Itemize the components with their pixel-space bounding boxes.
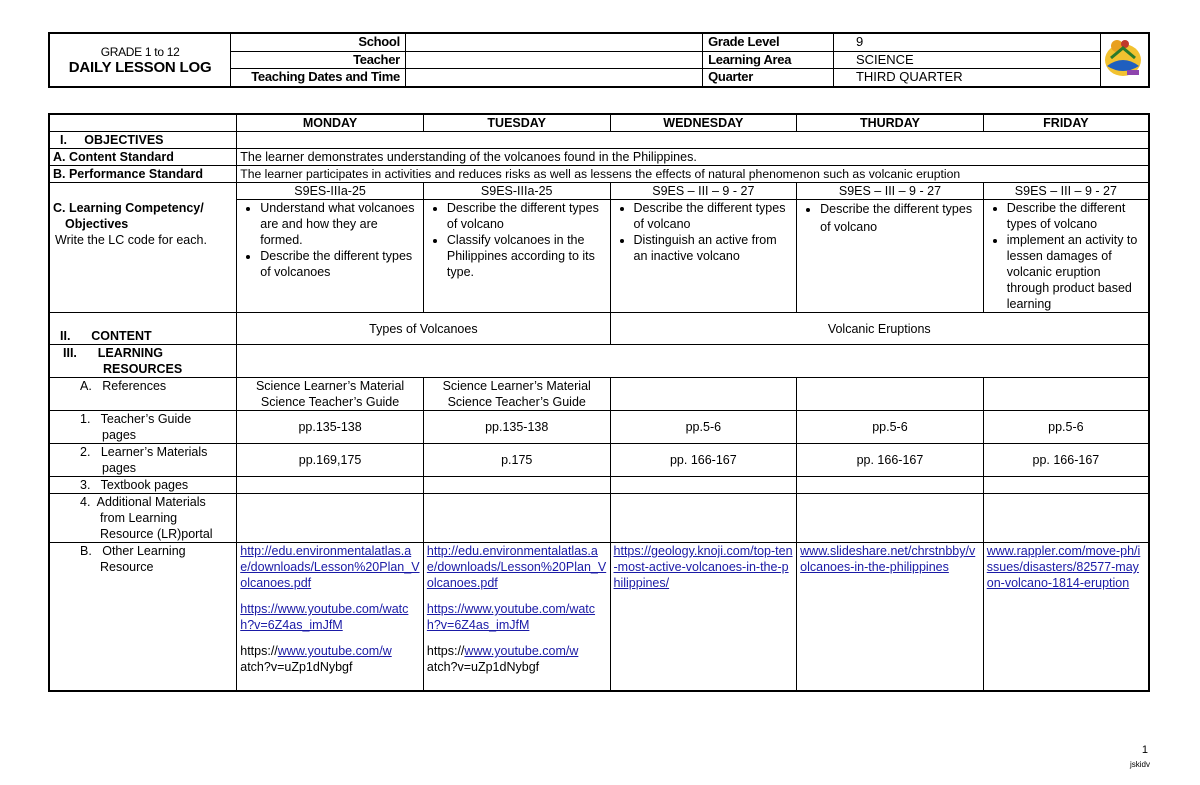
lm-label-line1: 2. Learner’s Materials: [80, 445, 208, 459]
lc-code-tuesday: S9ES-IIIa-25: [423, 183, 610, 200]
grade-level-value: 9: [833, 33, 1101, 51]
learning-area-value: SCIENCE: [833, 51, 1101, 69]
log-title-cell: [49, 33, 231, 87]
page-title: DAILY LESSON LOG: [68, 59, 212, 76]
additional-wednesday: [610, 494, 797, 543]
content-wed-fri: Volcanic Eruptions: [610, 313, 1149, 345]
additional-materials-label: [49, 494, 237, 543]
footer-tag: jskidv: [1129, 760, 1150, 769]
school-label: School: [231, 33, 406, 51]
content-heading: II. CONTENT: [49, 313, 237, 345]
objectives-heading: I. OBJECTIVES: [49, 132, 237, 149]
lc-code-monday: S9ES-IIIa-25: [237, 183, 424, 200]
textbook-monday: [237, 477, 424, 494]
dates-label: Teaching Dates and Time: [231, 69, 406, 87]
additional-line3: Resource (LR)portal: [100, 527, 213, 541]
tg-wednesday: pp.5-6: [610, 411, 797, 444]
list-item: • Distinguish an active from an inactive volcano: [634, 232, 794, 264]
lm-label: [49, 444, 237, 477]
slideshare-link[interactable]: www.slideshare.net/chrstnbby/volcanoes-in-the-philippines: [800, 544, 976, 574]
header-table: [48, 32, 1150, 88]
teacher-value[interactable]: [405, 51, 702, 69]
lm-friday: pp. 166-167: [983, 444, 1149, 477]
textbook-tuesday: [423, 477, 610, 494]
references-label: A. References: [49, 378, 237, 411]
rappler-link[interactable]: www.rappler.com/move-ph/issues/disasters/82577-mayon-volcano-1814-eruption: [986, 544, 1141, 590]
additional-line1: 4. Additional Materials: [80, 495, 206, 509]
content-standard-text: The learner demonstrates understanding of the volcanoes found in the Philippines.: [237, 149, 1149, 166]
quarter-value: THIRD QUARTER: [833, 69, 1101, 87]
list-item: • Describe the different types of volcano: [634, 200, 794, 232]
list-item: • implement an activity to lessen damages of volcanic eruption through product based learning: [1007, 232, 1145, 312]
textbook-label: 3. Textbook pages: [49, 477, 237, 494]
lm-monday: pp.169,175: [237, 444, 424, 477]
day-monday: MONDAY: [237, 114, 424, 132]
deped-logo-icon: [1103, 36, 1143, 80]
lc-label-line2: Objectives: [65, 217, 129, 231]
list-item: • Describe the different types of volcano: [447, 200, 607, 232]
other-resources-label: [49, 543, 237, 691]
blank-corner: [49, 114, 237, 132]
list-item: • Describe the different types of volcano: [1007, 200, 1145, 232]
teacher-label: Teacher: [231, 51, 406, 69]
other-resources-thursday: [797, 543, 984, 691]
youtube-link-2[interactable]: www.youtube.com/w: [464, 644, 579, 658]
learning-resources-heading: [49, 345, 237, 378]
deped-logo-cell: [1101, 33, 1149, 87]
youtube-link-2-suffix: atch?v=uZp1dNybgf: [426, 660, 540, 674]
list-item: • Understand what volcanoes are and how they are formed.: [260, 200, 420, 248]
performance-standard-label: B. Performance Standard: [49, 166, 237, 183]
grade-level-label: Grade Level: [703, 33, 834, 51]
learning-area-label: Learning Area: [703, 51, 834, 69]
page-number: 1: [1141, 744, 1148, 756]
additional-friday: [983, 494, 1149, 543]
ref-teacher-guide: Science Teacher’s Guide: [447, 395, 586, 409]
other-resources-tuesday: [423, 543, 610, 691]
youtube-link-2-prefix: https://: [426, 644, 465, 658]
lr-heading-line1: III. LEARNING: [63, 346, 164, 360]
tg-friday: pp.5-6: [983, 411, 1149, 444]
lm-label-line2: pages: [102, 461, 137, 475]
lr-heading-line2: RESOURCES: [103, 362, 183, 376]
quarter-label: Quarter: [703, 69, 834, 87]
ref-learner-material: Science Learner’s Material: [255, 379, 405, 393]
list-item: • Describe the different types of volcanoes: [260, 248, 420, 280]
references-tuesday: [423, 378, 610, 411]
textbook-thursday: [797, 477, 984, 494]
lm-tuesday: p.175: [423, 444, 610, 477]
references-monday: [237, 378, 424, 411]
references-friday: [983, 378, 1149, 411]
additional-thursday: [797, 494, 984, 543]
ref-learner-material: Science Learner’s Material: [442, 379, 591, 393]
youtube-link-2-suffix: atch?v=uZp1dNybgf: [240, 660, 353, 674]
youtube-link-2-prefix: https://: [240, 644, 278, 658]
lc-objectives-friday: [983, 200, 1149, 313]
lc-objectives-wednesday: [610, 200, 797, 313]
additional-tuesday: [423, 494, 610, 543]
list-item: • Describe the different types of volcano: [820, 200, 980, 236]
day-thursday: THURDAY: [797, 114, 984, 132]
lc-objectives-thursday: [797, 200, 984, 313]
youtube-link-1[interactable]: https://www.youtube.com/watch?v=6Z4as_imJfM: [426, 602, 596, 632]
lc-code-thursday: S9ES – III – 9 - 27: [797, 183, 984, 200]
lm-wednesday: pp. 166-167: [610, 444, 797, 477]
lesson-plan-link[interactable]: http://edu.environmentalatlas.ae/downloads/Lesson%20Plan_Volcanoes.pdf: [240, 544, 420, 590]
lm-thursday: pp. 166-167: [797, 444, 984, 477]
additional-monday: [237, 494, 424, 543]
list-item: • Classify volcanoes in the Philippines according to its type.: [447, 232, 607, 280]
content-standard-label: A. Content Standard: [49, 149, 237, 166]
tg-monday: pp.135-138: [237, 411, 424, 444]
lc-label-cell: [49, 183, 237, 313]
textbook-friday: [983, 477, 1149, 494]
lc-code-friday: S9ES – III – 9 - 27: [983, 183, 1149, 200]
other-line2: Resource: [100, 560, 154, 574]
references-wednesday: [610, 378, 797, 411]
tg-label: [49, 411, 237, 444]
tg-thursday: pp.5-6: [797, 411, 984, 444]
tg-label-line2: pages: [102, 428, 137, 442]
lc-objectives-monday: [237, 200, 424, 313]
lc-label-line3: Write the LC code for each.: [55, 233, 207, 247]
day-friday: FRIDAY: [983, 114, 1149, 132]
textbook-wednesday: [610, 477, 797, 494]
day-tuesday: TUESDAY: [423, 114, 610, 132]
tg-tuesday: pp.135-138: [423, 411, 610, 444]
lesson-log-table: [48, 113, 1150, 692]
geology-knoji-link[interactable]: https://geology.knoji.com/top-ten-most-active-volcanoes-in-the-philippines/: [613, 544, 793, 590]
lc-code-wednesday: S9ES – III – 9 - 27: [610, 183, 797, 200]
lesson-plan-link[interactable]: http://edu.environmentalatlas.ae/downloads/Lesson%20Plan_Volcanoes.pdf: [426, 544, 607, 590]
other-line1: B. Other Learning: [80, 544, 186, 558]
other-resources-friday: [983, 543, 1149, 691]
grade-range: GRADE 1 to 12: [100, 45, 180, 59]
youtube-link-1[interactable]: https://www.youtube.com/watch?v=6Z4as_imJfM: [240, 602, 409, 632]
school-value[interactable]: [405, 33, 702, 51]
additional-line2: from Learning: [100, 511, 178, 525]
lc-label-line1: C. Learning Competency/: [53, 201, 204, 215]
other-resources-wednesday: [610, 543, 797, 691]
dates-value[interactable]: [405, 69, 702, 87]
tg-label-line1: 1. Teacher’s Guide: [80, 412, 192, 426]
objectives-blank: [237, 132, 1149, 149]
content-mon-tue: Types of Volcanoes: [237, 313, 610, 345]
youtube-link-2[interactable]: www.youtube.com/w: [277, 644, 392, 658]
ref-teacher-guide: Science Teacher’s Guide: [260, 395, 400, 409]
performance-standard-text: The learner participates in activities and reduces risks as well as lessens the effects of natural phenomenon such as volcanic eruption: [237, 166, 1149, 183]
references-thursday: [797, 378, 984, 411]
other-resources-monday: [237, 543, 424, 691]
lc-objectives-tuesday: [423, 200, 610, 313]
day-wednesday: WEDNESDAY: [610, 114, 797, 132]
learning-resources-blank: [237, 345, 1149, 378]
